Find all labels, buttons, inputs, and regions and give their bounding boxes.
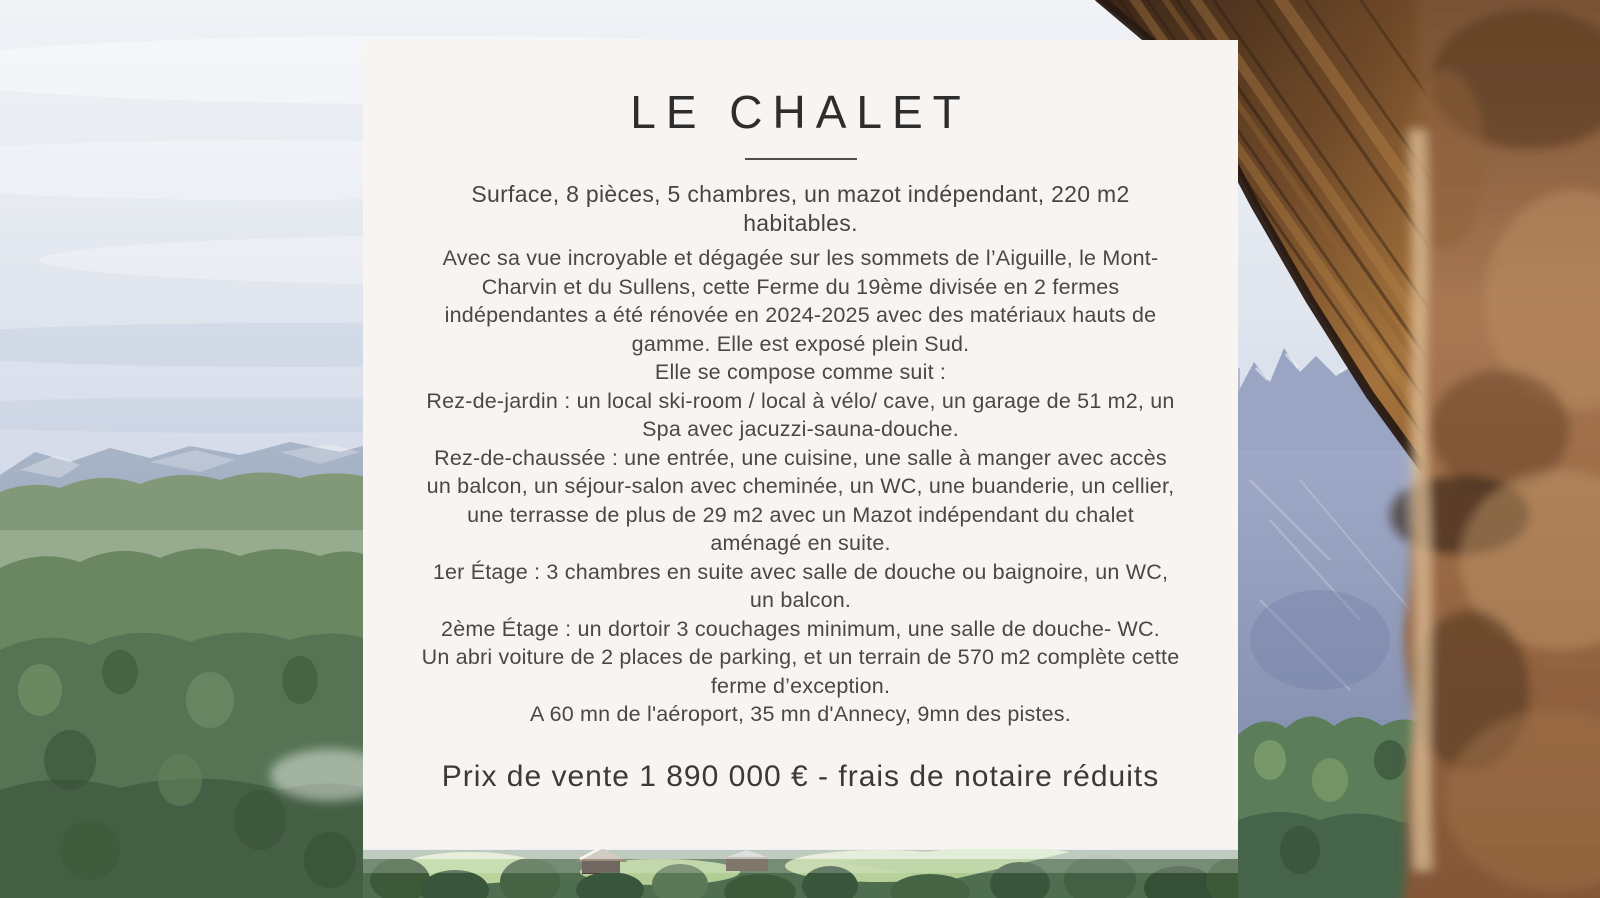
exterior-features: Un abri voiture de 2 places de parking, et un terrain de 570 m2 complète cette ferme d’exception.: [421, 645, 1180, 698]
second-floor: 2ème Étage : un dortoir 3 couchages minimum, une salle de douche- WC.: [441, 616, 1160, 641]
distances: A 60 mn de l'aéroport, 35 mn d'Annecy, 9mn des pistes.: [530, 702, 1071, 726]
first-floor: 1er Étage : 3 chambres en suite avec salle de douche ou baignoire, un WC, un balcon.: [432, 559, 1169, 612]
property-summary: Surface, 8 pièces, 5 chambres, un mazot indépendant, 220 m2 habitables.: [471, 181, 1130, 236]
page-title: LE CHALET: [630, 86, 971, 138]
property-card: [363, 40, 1238, 849]
garden-level: Rez-de-jardin : un local ski-room / local à vélo/ cave, un garage de 51 m2, un Spa avec jacuzzi-sauna-douche.: [426, 388, 1175, 441]
composition-intro: Elle se compose comme suit :: [654, 360, 947, 384]
description-view: Avec sa vue incroyable et dégagée sur les sommets de l’Aiguille, le Mont-Charvin et du Sullens, cette Ferme du 19ème divisée en 2 fermes indépendantes a été rénovée en 2024-2025 avec des matériaux hauts de gamme. Elle est exposé plein Sud.: [442, 246, 1159, 356]
title-divider: [745, 158, 857, 160]
price-line: Prix de vente 1 890 000 € - frais de notaire réduits: [441, 759, 1160, 793]
ground-floor: Rez-de-chaussée : une entrée, une cuisine, une salle à manger avec accès un balcon, un séjour-salon avec cheminée, un WC, une buanderie, un cellier, une terrasse de plus de 29 m2 avec un Mazot indépendant du chalet aménagé en suite.: [426, 445, 1175, 555]
